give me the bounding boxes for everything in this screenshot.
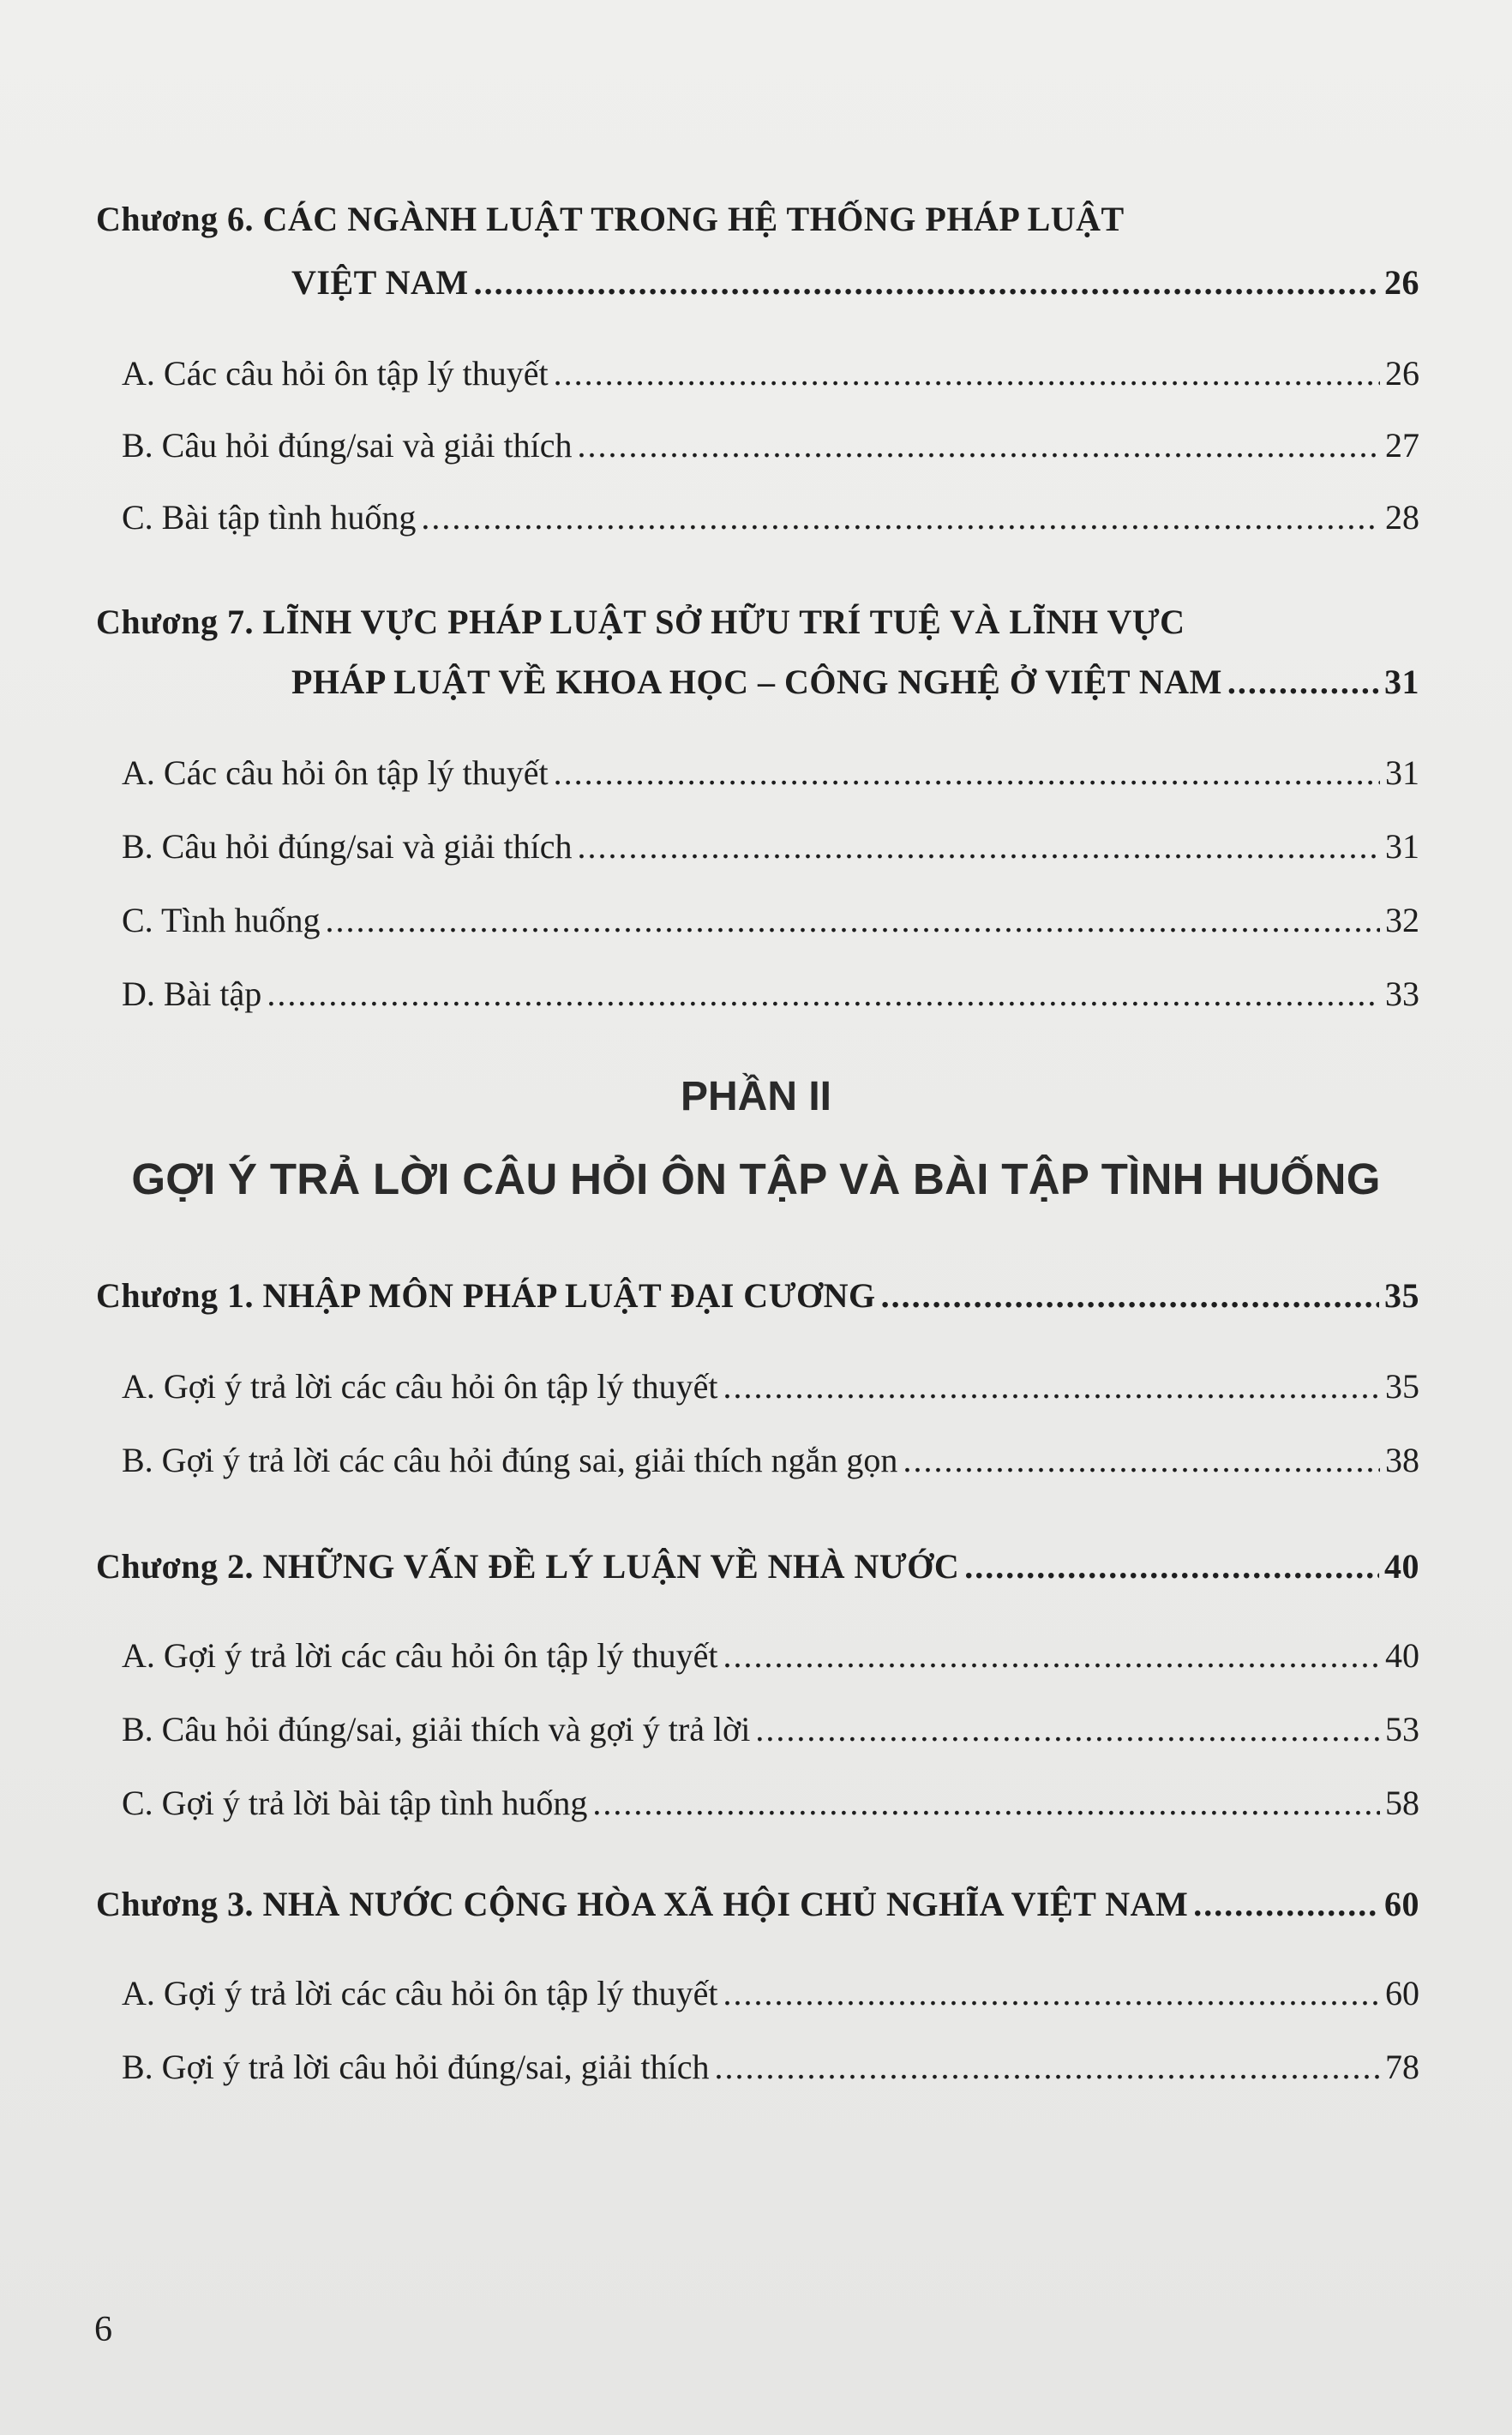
chapter-7-heading: Chương 7. LĨNH VỰC PHÁP LUẬT SỞ HỮU TRÍ TUỆ VÀ LĨNH VỰC	[96, 603, 1185, 641]
page-number: 40	[1385, 1636, 1419, 1675]
leader-dots	[554, 353, 1380, 394]
entry-label: Chương 1. NHẬP MÔN PHÁP LUẬT ĐẠI CƯƠNG	[96, 1276, 876, 1315]
entry-label: C. Tình huống	[122, 901, 321, 939]
toc-chapter-1	[96, 1275, 1419, 1316]
leader-dots	[723, 1973, 1380, 2014]
leader-dots	[715, 2047, 1380, 2088]
page-number: 53	[1385, 1710, 1419, 1748]
leader-dots	[592, 1783, 1380, 1824]
leader-dots	[578, 826, 1381, 867]
page-number: 26	[1385, 354, 1419, 393]
entry-label: B. Gợi ý trả lời các câu hỏi đúng sai, giải thích ngắn gọn	[122, 1441, 898, 1479]
leader-dots	[723, 1635, 1380, 1676]
entry-label: A. Gợi ý trả lời các câu hỏi ôn tập lý thuyết	[122, 1367, 718, 1406]
toc-chapter-3	[96, 1884, 1419, 1925]
entry-label: Chương 2. NHỮNG VẤN ĐỀ LÝ LUẬN VỀ NHÀ NƯỚC	[96, 1547, 960, 1586]
leader-dots	[1193, 1884, 1379, 1925]
toc-entry-ch3-b	[122, 2047, 1419, 2088]
toc-entry-ch7-d	[122, 974, 1419, 1015]
page-number: 33	[1385, 975, 1419, 1013]
entry-label: Chương 3. NHÀ NƯỚC CỘNG HÒA XÃ HỘI CHỦ NGHĨA VIỆT NAM	[96, 1885, 1189, 1923]
toc-entry-ch7-b	[122, 826, 1419, 867]
page-number: 32	[1385, 901, 1419, 939]
page-number: 35	[1385, 1367, 1419, 1406]
part-title: PHẦN II	[680, 1074, 831, 1119]
chapter-6-title-cont: VIỆT NAM	[291, 263, 469, 302]
page-number: 58	[1385, 1784, 1419, 1822]
leader-dots	[421, 497, 1380, 538]
entry-label: D. Bài tập	[122, 975, 262, 1013]
toc-entry-ch7-c	[122, 900, 1419, 941]
leader-dots	[723, 1366, 1380, 1407]
entry-label: A. Các câu hỏi ôn tập lý thuyết	[122, 753, 549, 792]
entry-label: A. Gợi ý trả lời các câu hỏi ôn tập lý thuyết	[122, 1974, 718, 2012]
leader-dots	[554, 753, 1380, 794]
page-number: 31	[1385, 753, 1419, 792]
chapter-6-entry	[291, 262, 1419, 303]
toc-entry-ch6-c	[122, 497, 1419, 538]
toc-entry-ch7-a	[122, 753, 1419, 794]
toc-entry-ch2-c	[122, 1783, 1419, 1824]
toc-entry-ch1-a	[122, 1366, 1419, 1407]
leader-dots	[1227, 662, 1379, 703]
entry-label: B. Gợi ý trả lời câu hỏi đúng/sai, giải thích	[122, 2048, 710, 2086]
chapter-7-entry	[291, 662, 1419, 703]
entry-label: C. Gợi ý trả lời bài tập tình huống	[122, 1784, 588, 1822]
leader-dots	[755, 1709, 1380, 1750]
leader-dots	[326, 900, 1380, 941]
chapter-7-title-cont: PHÁP LUẬT VỀ KHOA HỌC – CÔNG NGHỆ Ở VIỆT NAM	[291, 663, 1222, 701]
toc-chapter-2	[96, 1546, 1419, 1587]
part-subtitle: GỢI Ý TRẢ LỜI CÂU HỎI ÔN TẬP VÀ BÀI TẬP TÌNH HUỐNG	[131, 1155, 1381, 1203]
toc-entry-ch2-b	[122, 1709, 1419, 1750]
page-number: 31	[1384, 663, 1419, 701]
page-number: 26	[1384, 263, 1419, 302]
page-number-footer: 6	[94, 2310, 112, 2349]
leader-dots	[578, 425, 1381, 466]
entry-label: B. Câu hỏi đúng/sai và giải thích	[122, 426, 573, 465]
entry-label: A. Gợi ý trả lời các câu hỏi ôn tập lý thuyết	[122, 1636, 718, 1675]
toc-entry-ch6-b	[122, 425, 1419, 466]
page-number: 28	[1385, 498, 1419, 537]
leader-dots	[964, 1546, 1379, 1587]
page-number: 31	[1385, 827, 1419, 866]
page-number: 78	[1385, 2048, 1419, 2086]
toc-entry-ch2-a	[122, 1635, 1419, 1676]
entry-label: B. Câu hỏi đúng/sai và giải thích	[122, 827, 573, 866]
leader-dots	[903, 1440, 1380, 1481]
toc-entry-ch3-a	[122, 1973, 1419, 2014]
chapter-6-heading: Chương 6. CÁC NGÀNH LUẬT TRONG HỆ THỐNG PHÁP LUẬT	[96, 200, 1125, 238]
page-number: 27	[1385, 426, 1419, 465]
page-number: 60	[1384, 1885, 1419, 1923]
entry-label: A. Các câu hỏi ôn tập lý thuyết	[122, 354, 549, 393]
leader-dots	[474, 262, 1379, 303]
page-number: 38	[1385, 1441, 1419, 1479]
entry-label: B. Câu hỏi đúng/sai, giải thích và gợi ý trả lời	[122, 1710, 751, 1748]
entry-label: C. Bài tập tình huống	[122, 498, 417, 537]
leader-dots	[267, 974, 1380, 1015]
leader-dots	[881, 1275, 1379, 1316]
page-number: 40	[1384, 1547, 1419, 1586]
page-number: 60	[1385, 1974, 1419, 2012]
page-number: 35	[1384, 1276, 1419, 1315]
toc-entry-ch1-b	[122, 1440, 1419, 1481]
toc-entry-ch6-a	[122, 353, 1419, 394]
